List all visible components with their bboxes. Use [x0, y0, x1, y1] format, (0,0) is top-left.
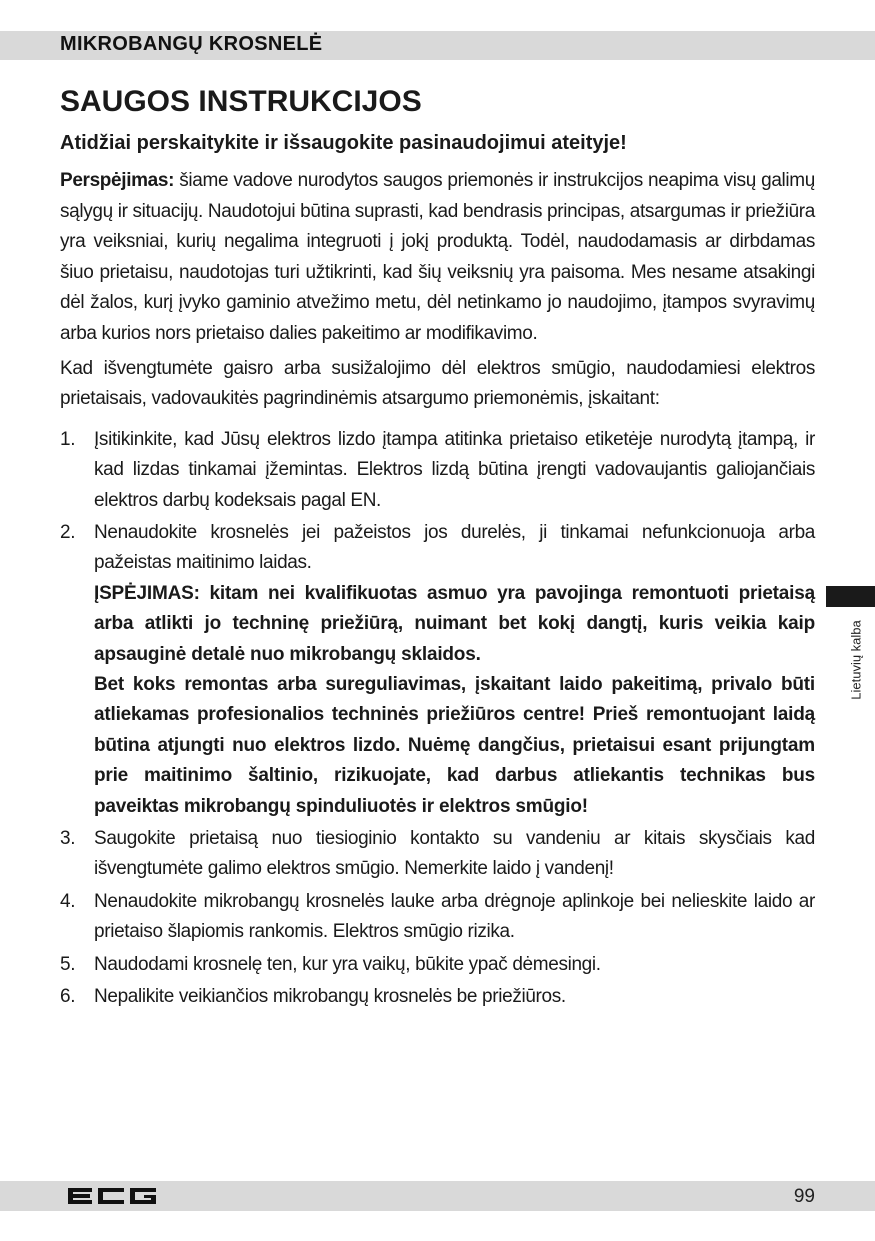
- language-tab: [826, 586, 875, 607]
- intro-paragraph-2: Kad išvengtumėte gaisro arba susižalojimo dėl elektros smūgio, naudodamiesi elektros prietaisais, vadovaukitės pagrindinėmis atsargumo priemonėmis, įskaitant:: [60, 357, 815, 410]
- warning-text: šiame vadove nurodytos saugos priemonės ir instrukcijos neapima visų galimų sąlygų ir situacijų. Naudotojui būtina suprasti, kad bendrasis principas, atsargumas ir priežiūra yra veiksniai, kurių negalima integruoti į jokį produktą. Todėl, naudodamasis ar dirbdamas šiuo prietaisu, naudotojas turi užtikrinti, kad šių veiksnių yra paisoma. Mes nesame atsakingi dėl žalos, kurį įvyko gaminio atvežimo metu, dėl netinkamo jo naudojimo, įtampos svyravimų arba kurios nors prietaiso dalies pakeitimo ar modifikavimo.: [60, 170, 815, 344]
- list-number: 2.: [60, 521, 76, 543]
- list-item: [60, 887, 815, 948]
- subtitle: Atidžiai perskaitykite ir išsaugokite pasinaudojimui ateityje!: [60, 132, 627, 154]
- warning-block-2: Bet koks remontas arba sureguliavimas, įskaitant laido pakeitimą, privalo būti atliekamas profesionalios techninės priežiūros centre! Prieš remontuojant laidą būtina atjungti nuo elektros lizdo. Nuėmę dangčius, prietaisui esant prijungtam prie maitinimo šaltinio, rizikuojate, kad darbus atliekantis technikas bus paveiktas mikrobangų spinduliuotės ir elektros smūgio!: [94, 674, 815, 817]
- list-text: Įsitikinkite, kad Jūsų elektros lizdo įtampa atitinka prietaiso etiketėje nurodytą įtampą, ir kad lizdas tinkamai įžemintas. Elektros lizdą būtina įrengti vadovaujantis galiojančiais elektros darbų kodeksais pagal EN.: [94, 428, 815, 511]
- list-item: [60, 824, 815, 885]
- list-item: [60, 982, 815, 1012]
- list-text: Nenaudokite krosnelės jei pažeistos jos durelės, ji tinkamai nefunkcionuoja arba pažeistas maitinimo laidas.: [94, 521, 815, 574]
- list-item: [60, 518, 815, 822]
- main-content: [60, 84, 815, 1014]
- list-text: Nenaudokite mikrobangų krosnelės lauke arba drėgnoje aplinkoje bei nelieskite laido ar prietaiso šlapiomis rankomis. Elektros smūgio rizika.: [94, 890, 815, 943]
- list-number: 1.: [60, 428, 76, 450]
- page-number: 99: [793, 1186, 815, 1207]
- intro-paragraph: [60, 166, 815, 350]
- list-number: 3.: [60, 828, 76, 850]
- list-text: Saugokite prietaisą nuo tiesioginio kontakto su vandeniu ar kitais skysčiais kad išvengtumėte galimo elektros smūgio. Nemerkite laido į vandenį!: [94, 828, 815, 880]
- list-number: 6.: [60, 986, 76, 1008]
- list-number: 4.: [60, 890, 76, 912]
- ecg-logo: [66, 1185, 158, 1207]
- list-text: Naudodami krosnelę ten, kur yra vaikų, būkite ypač dėmesingi.: [94, 953, 601, 975]
- section-title: SAUGOS INSTRUKCIJOS: [60, 85, 422, 118]
- list-item: [60, 950, 815, 980]
- language-label: Lietuvių kalba: [848, 620, 864, 700]
- list-number: 5.: [60, 953, 76, 975]
- header-title: MIKROBANGŲ KROSNELĖ: [60, 33, 323, 55]
- safety-list: [60, 425, 815, 1013]
- warning-block-1: ĮSPĖJIMAS: kitam nei kvalifikuotas asmuo yra pavojinga remontuoti prietaisą arba atlikti jo techninę priežiūrą, nuimant bet kokį dangtį, kuris veikia kaip apsauginė detalė nuo mikrobangų sklaidos.: [94, 582, 815, 665]
- list-item: [60, 425, 815, 516]
- warning-label: Perspėjimas:: [60, 170, 175, 191]
- list-text: Nepalikite veikiančios mikrobangų krosnelės be priežiūros.: [94, 986, 566, 1008]
